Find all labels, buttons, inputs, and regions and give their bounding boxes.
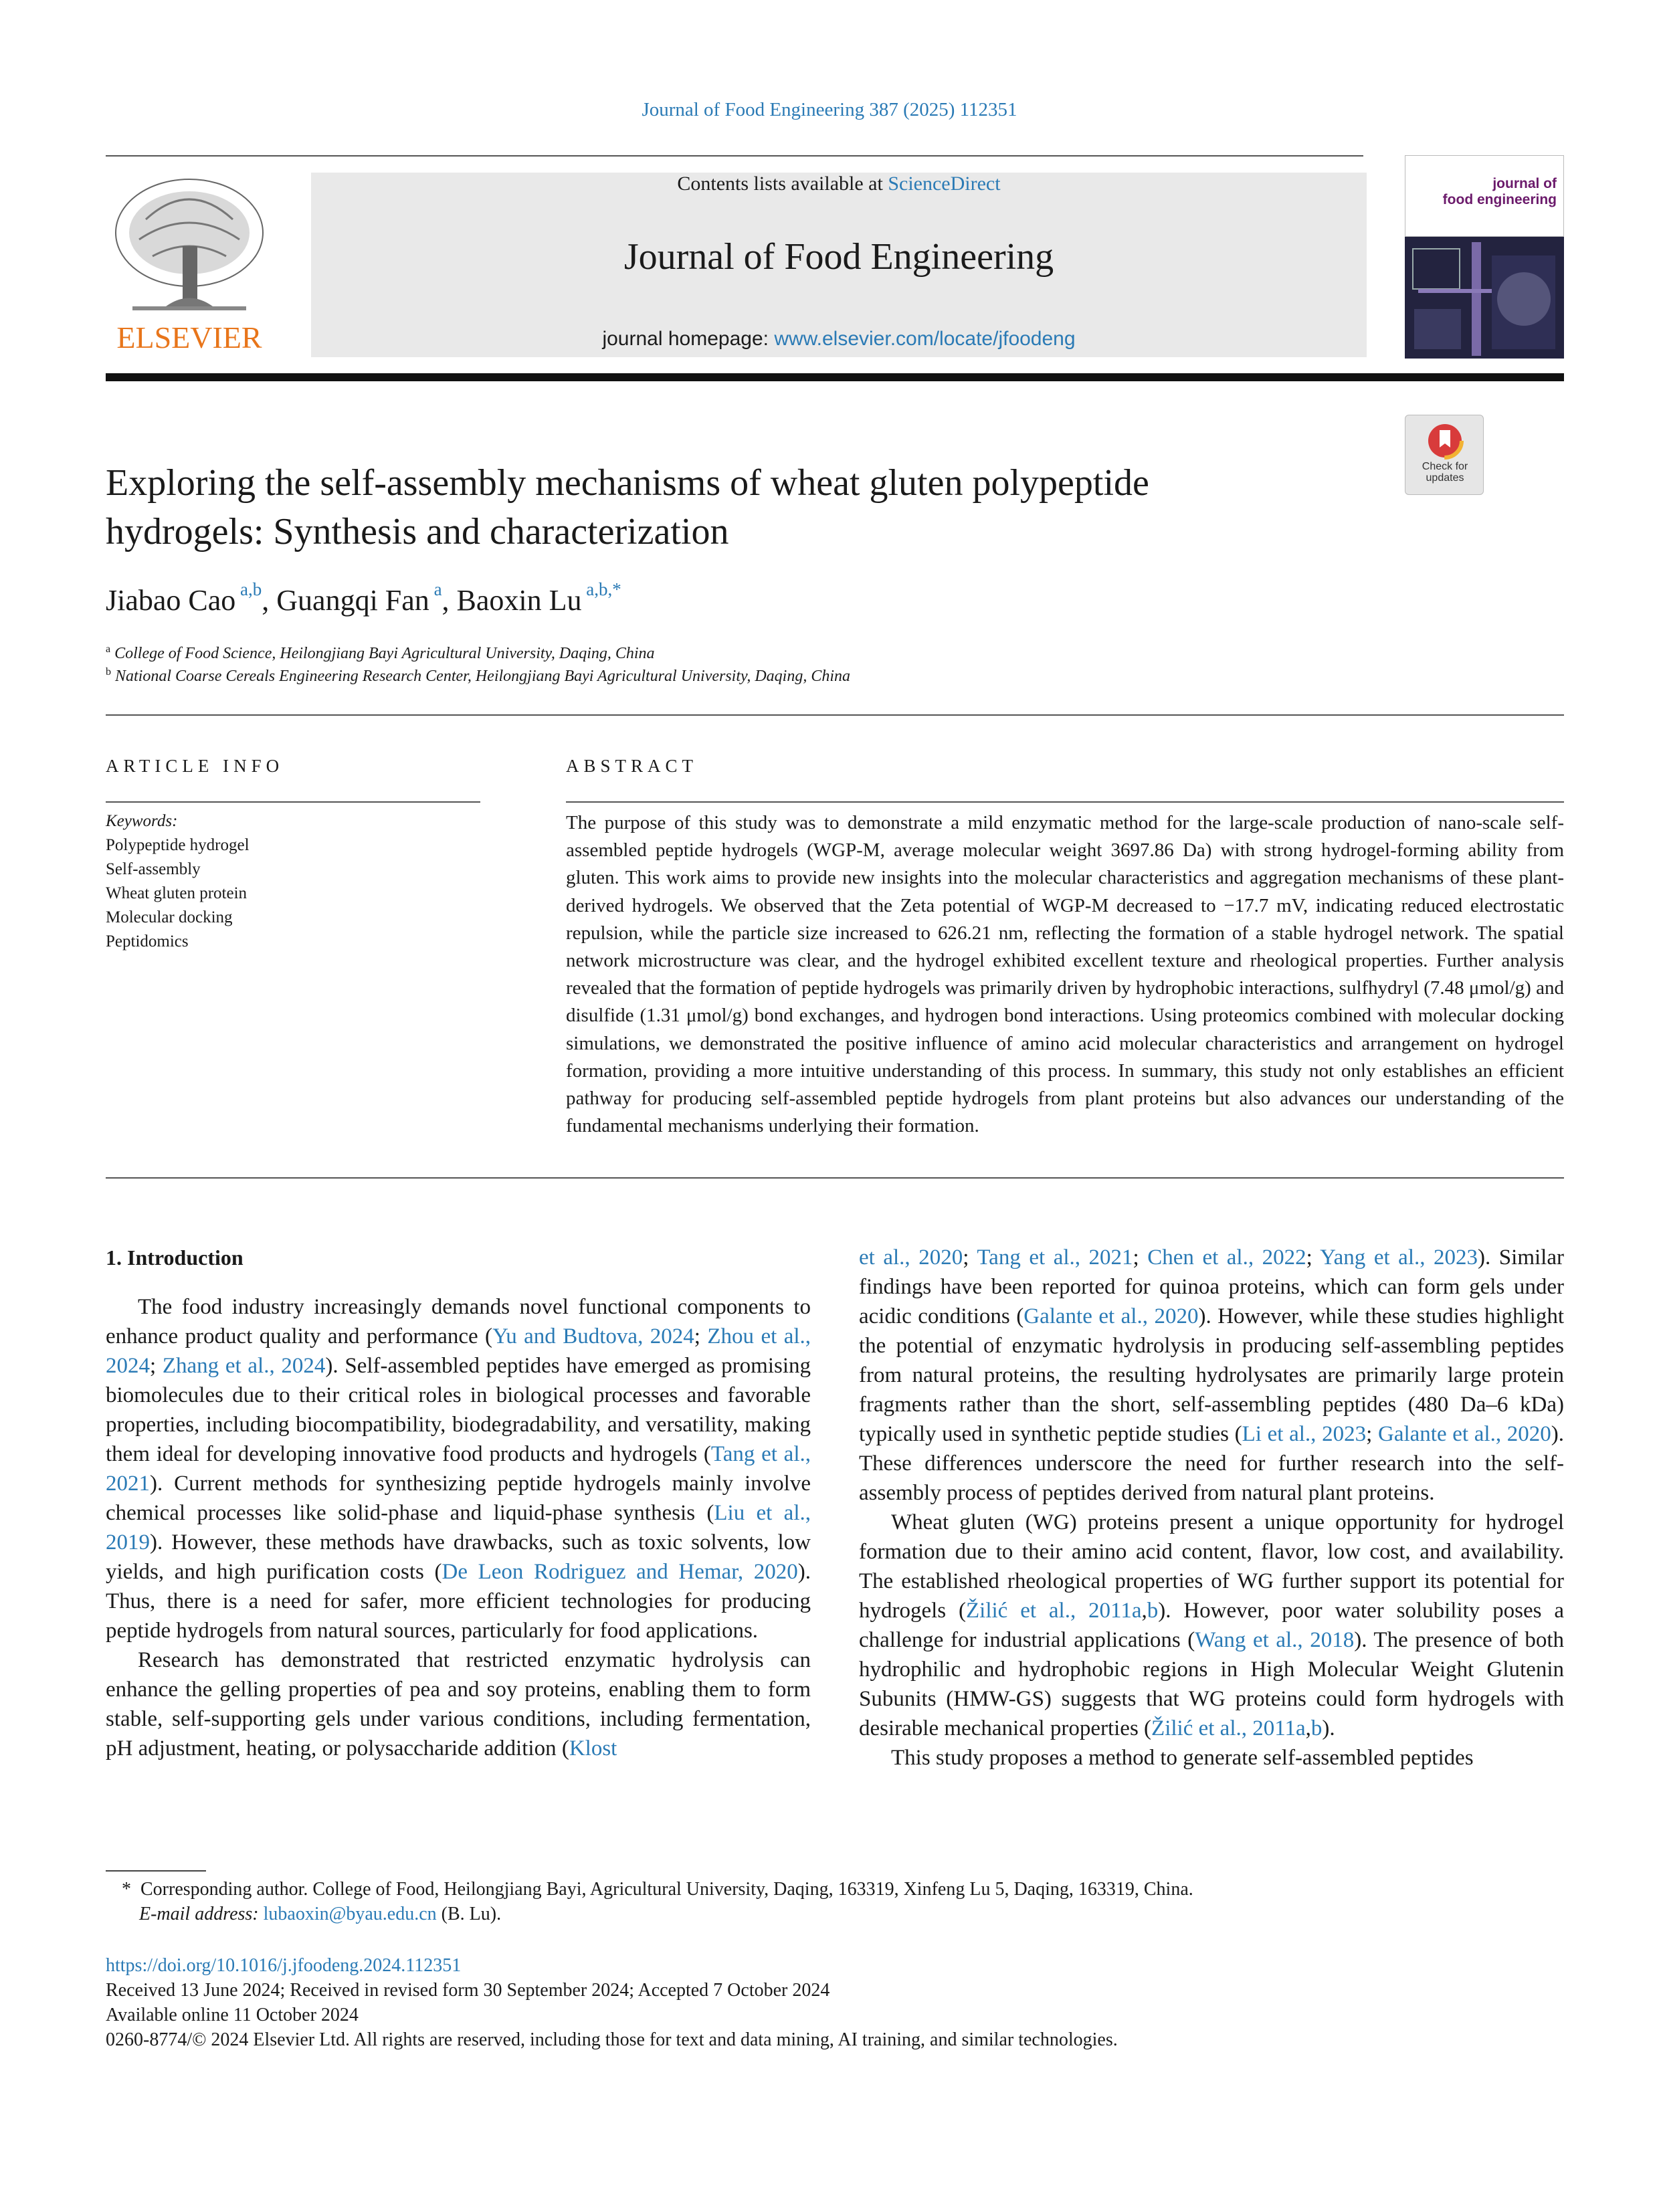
contents-prefix: Contents lists available at: [677, 173, 888, 195]
corresponding-text: Corresponding author. College of Food, Heilongjiang Bayi, Agricultural University, Daqing, 163319, Xinfeng Lu 5, Daqing, 163319, China.: [140, 1879, 1193, 1900]
running-head[interactable]: Journal of Food Engineering 387 (2025) 112351: [642, 99, 1017, 120]
text-run: ). These differences underscore the need for further research into the self-assembly process of peptides derived from natural plant proteins.: [859, 1422, 1565, 1505]
available-online: Available online 11 October 2024: [106, 2005, 359, 2025]
contents-line: [311, 173, 1367, 195]
author-name[interactable]: Baoxin Lu: [456, 584, 582, 617]
header-thick-rule: [106, 373, 1564, 381]
crossmark-icon: [1405, 415, 1484, 462]
citation-link[interactable]: et al., 2020: [859, 1245, 963, 1270]
copyright-line: 0260-8774/© 2024 Elsevier Ltd. All rights are reserved, including those for text and data mining, AI training, and similar technologies.: [106, 2029, 1118, 2050]
email-link[interactable]: lubaoxin@byau.edu.cn: [263, 1904, 437, 1924]
article-title-line2: hydrogels: Synthesis and characterization: [106, 511, 729, 552]
abstract-rule: [566, 801, 1564, 803]
header-rule: [106, 155, 1363, 157]
author-name[interactable]: Guangqi Fan: [276, 584, 429, 617]
author-name[interactable]: Jiabao Cao: [106, 584, 236, 617]
citation-link[interactable]: b: [1310, 1716, 1323, 1740]
text-run: ).: [1322, 1716, 1335, 1740]
citation-link[interactable]: Galante et al., 2020: [1023, 1304, 1199, 1328]
journal-title: Journal of Food Engineering: [623, 236, 1054, 278]
text-run: Research has demonstrated that restricted enzymatic hydrolysis can enhance the gelling properties of pea and soy proteins, enabling them to form stable, self-supporting gels under various conditions, including fermentation, pH adjustment, heating, or polysaccharide addition (: [106, 1648, 811, 1761]
citation-link[interactable]: Zhou et al., 2024: [106, 1324, 811, 1378]
citation-link[interactable]: Klost: [569, 1736, 617, 1761]
doi-link[interactable]: https://doi.org/10.1016/j.jfoodeng.2024.112351: [106, 1955, 462, 1976]
text-run: ). However, while these studies highlight the potential of enzymatic hydrolysis in producing self-assembling peptides from natural proteins, the resulting hydrolysates are primarily large protein fragments rather than the short, self-assembling peptides (480 Da–6 kDa) typically used in synthetic peptide studies (: [859, 1304, 1564, 1446]
keyword-item: Peptidomics: [106, 932, 189, 950]
author-list: Jiabao Cao $^{a,b}$, Guangqi Fan $^a$, Baoxin Lu $^{a,b,*}$: [106, 579, 621, 617]
body-column-right: [859, 1243, 1564, 1773]
keywords-list: [106, 809, 250, 954]
author-affiliation-marks[interactable]: a,b,*: [586, 579, 621, 599]
paragraph: The food industry increasingly demands novel functional components to enhance product quality and performance (Yu and Budtova, 2024; Zhou et al., 2024; Zhang et al., 2024). Self-assembled peptides have emerged as promising biomolecules due to their critical roles in biological processes and favorable properties, including biocompatibility, biodegradability, and versatility, making them ideal for developing innovative food products and hydrogels (Tang et al., 2021). Current methods for synthesizing peptide hydrogels mainly involve chemical processes like solid-phase and liquid-phase synthesis (Liu et al., 2019). However, these methods have drawbacks, such as toxic solvents, low yields, and high purification costs (De Leon Rodriguez and Hemar, 2020). Thus, there is a need for safer, more efficient technologies for producing peptide hydrogels from natural sources, particularly for food applications.: [106, 1295, 811, 1643]
paragraph: et al., 2020; Tang et al., 2021; Chen et al., 2022; Yang et al., 2023). Similar findings have been reported for quinoa proteins, which can form gels under acidic conditions (Galante et al., 2020). However, while these studies highlight the potential of enzymatic hydrolysis in producing self-assembling peptides from natural proteins, the resulting hydrolysates are primarily large protein fragments rather than the short, self-assembling peptides (480 Da–6 kDa) typically used in synthetic peptide studies (Li et al., 2023; Galante et al., 2020). These differences underscore the need for further research into the self-assembly process of peptides derived from natural plant proteins.: [859, 1245, 1565, 1505]
affiliation-mark: a: [106, 643, 111, 655]
citation-link[interactable]: Tang et al., 2021: [977, 1245, 1133, 1270]
cover-title-line2: food engineering: [1442, 192, 1557, 207]
abstract-text: The purpose of this study was to demonstrate a mild enzymatic method for the large-scale production of nano-scale self-assembled peptide hydrogels (WGP-M, average molecular weight 3697.86 Da) with strong hydrogel-forming ability from gluten. This work aims to provide new insights into the molecular characteristics and aggregation mechanisms of these plant-derived hydrogels. We observed that the Zeta potential of WGP-M decreased to −17.7 mV, indicating reduced electrostatic repulsion, while the particle size increased to 626.21 nm, reflecting the formation of a stable hydrogel network. The spatial network microstructure was clear, and the hydrogel exhibited excellent texture and rheological properties. Further analysis revealed that the formation of peptide hydrogels was primarily driven by hydrophobic interactions, sulfhydryl (7.48 μmol/g) and disulfide (1.31 μmol/g) bond exchanges, and hydrogen bond interactions. Using proteomics combined with molecular docking simulations, we demonstrated the positive influence of amino acid molecular characteristics and arrangement on hydrogel formation, providing a more intuitive understanding of this process. In summary, this study not only establishes an efficient pathway for producing self-assembled peptide hydrogels from plant proteins but also advances our understanding of the fundamental mechanisms underlying their formation.: [566, 812, 1564, 1137]
title-block-rule: [106, 714, 1564, 716]
footnote-block: [106, 1877, 1564, 1926]
citation-link[interactable]: Galante et al., 2020: [1377, 1422, 1551, 1446]
paragraph: Wheat gluten (WG) proteins present a unique opportunity for hydrogel formation due to their amino acid content, flavor, low cost, and availability. The established rheological properties of WG further support its potential for hydrogels (Žilić et al., 2011a,b). However, poor water solubility poses a challenge for industrial applications (Wang et al., 2018). The presence of both hydrophilic and hydrophobic regions in High Molecular Weight Glutenin Subunits (HMW-GS) suggests that WG proteins could form hydrogels with desirable mechanical properties (Žilić et al., 2011a,b).: [859, 1510, 1564, 1740]
citation-link[interactable]: Yang et al., 2023: [1320, 1245, 1478, 1270]
article-info-heading: ARTICLE INFO: [106, 756, 284, 776]
citation-link[interactable]: De Leon Rodriguez and Hemar, 2020: [442, 1560, 798, 1584]
text-run: ). Self-assembled peptides have emerged as promising biomolecules due to their critical roles in biological processes and favorable properties, including biocompatibility, biodegradability, and versatility, making them ideal for developing innovative food products and hydrogels (: [106, 1354, 811, 1466]
citation-link[interactable]: Chen et al., 2022: [1147, 1245, 1306, 1270]
text-run: The food industry increasingly demands novel functional components to enhance product quality and performance (: [106, 1295, 811, 1348]
text-run: ). The presence of both hydrophilic and hydrophobic regions in High Molecular Weight Glutenin Subunits (HMW-GS) suggests that WG proteins could form hydrogels with desirable mechanical properties (: [859, 1628, 1564, 1740]
citation-link[interactable]: Tang et al., 2021: [106, 1442, 811, 1496]
email-label: E-mail address:: [139, 1904, 259, 1924]
article-info-rule: [106, 801, 480, 803]
svg-text:ELSEVIER: ELSEVIER: [116, 320, 262, 355]
paragraph: This study proposes a method to generate self-assembled peptides: [891, 1746, 1474, 1770]
text-run: ). Current methods for synthesizing peptide hydrogels mainly involve chemical processes like solid-phase and liquid-phase synthesis (: [106, 1472, 811, 1525]
citation-link[interactable]: Liu et al., 2019: [106, 1501, 811, 1554]
sciencedirect-link[interactable]: ScienceDirect: [888, 173, 1001, 195]
footnote-rule: [106, 1870, 206, 1872]
keyword-item: Wheat gluten protein: [106, 884, 248, 902]
section-heading-introduction: 1. Introduction: [106, 1245, 243, 1270]
cover-title-line1: journal of: [1492, 176, 1557, 191]
article-title-line1: Exploring the self-assembly mechanisms of wheat gluten polypeptide: [106, 462, 1149, 504]
affiliation-b: [106, 666, 850, 686]
email-line: [106, 1902, 1564, 1926]
elsevier-logo: [106, 173, 273, 360]
abstract-end-rule: [106, 1177, 1564, 1179]
homepage-line: [311, 328, 1367, 350]
affiliation-mark: b: [106, 666, 111, 678]
check-for-updates-badge[interactable]: [1405, 415, 1484, 495]
text-run: ). However, poor water solubility poses a challenge for industrial applications (: [859, 1599, 1564, 1652]
text-run: Wheat gluten (WG) proteins present a unique opportunity for hydrogel formation due to their amino acid content, flavor, low cost, and availability. The established rheological properties of WG further support its potential for hydrogels (: [859, 1510, 1564, 1623]
cover-art-icon: [1405, 155, 1564, 359]
email-suffix: (B. Lu).: [436, 1904, 502, 1924]
affiliation-text: National Coarse Cereals Engineering Research Center, Heilongjiang Bayi Agricultural University, Daqing, China: [115, 668, 851, 685]
citation-link[interactable]: Wang et al., 2018: [1195, 1628, 1355, 1652]
elsevier-tree-icon: [106, 173, 273, 360]
citation-link[interactable]: b: [1147, 1599, 1159, 1623]
asterisk-mark: *: [122, 1879, 131, 1900]
corresponding-author-note: [106, 1877, 1564, 1902]
crossmark-line1: Check for: [1422, 461, 1468, 472]
keyword-item: Polypeptide hydrogel: [106, 836, 250, 854]
crossmark-label: [1405, 461, 1484, 484]
citation-link[interactable]: Li et al., 2023: [1242, 1422, 1367, 1446]
abstract-heading: ABSTRACT: [566, 756, 698, 776]
affiliation-text: College of Food Science, Heilongjiang Bayi Agricultural University, Daqing, China: [114, 645, 655, 662]
keyword-item: Molecular docking: [106, 908, 233, 926]
homepage-prefix: journal homepage:: [602, 328, 775, 350]
article-meta: [106, 1953, 1564, 2052]
citation-link[interactable]: Žilić et al., 2011a: [966, 1599, 1142, 1623]
author-affiliation-marks[interactable]: a,b: [240, 579, 262, 599]
citation-link[interactable]: Yu and Budtova, 2024: [492, 1324, 694, 1348]
text-run: ). Thus, there is a need for safer, more efficient technologies for producing peptide hydrogels from natural sources, particularly for food applications.: [106, 1560, 811, 1643]
paragraph: [106, 1645, 811, 1763]
article-title: [106, 459, 1350, 557]
keyword-item: Self-assembly: [106, 860, 201, 878]
journal-cover[interactable]: [1405, 155, 1564, 359]
crossmark-line2: updates: [1426, 472, 1464, 484]
text-run: ). However, these methods have drawbacks, such as toxic solvents, low yields, and high purification costs (: [106, 1530, 811, 1584]
affiliation-a: [106, 643, 655, 663]
received-dates: Received 13 June 2024; Received in revised form 30 September 2024; Accepted 7 October 2024: [106, 1980, 830, 2001]
author-affiliation-marks[interactable]: a: [433, 579, 442, 599]
text-run: ). Similar findings have been reported for quinoa proteins, which can form gels under acidic conditions (: [859, 1245, 1564, 1328]
citation-link[interactable]: Zhang et al., 2024: [162, 1354, 326, 1378]
keywords-label: Keywords:: [106, 812, 178, 830]
homepage-link[interactable]: www.elsevier.com/locate/jfoodeng: [774, 328, 1076, 350]
body-column-left: [106, 1243, 811, 1763]
citation-link[interactable]: Žilić et al., 2011a: [1151, 1716, 1306, 1740]
